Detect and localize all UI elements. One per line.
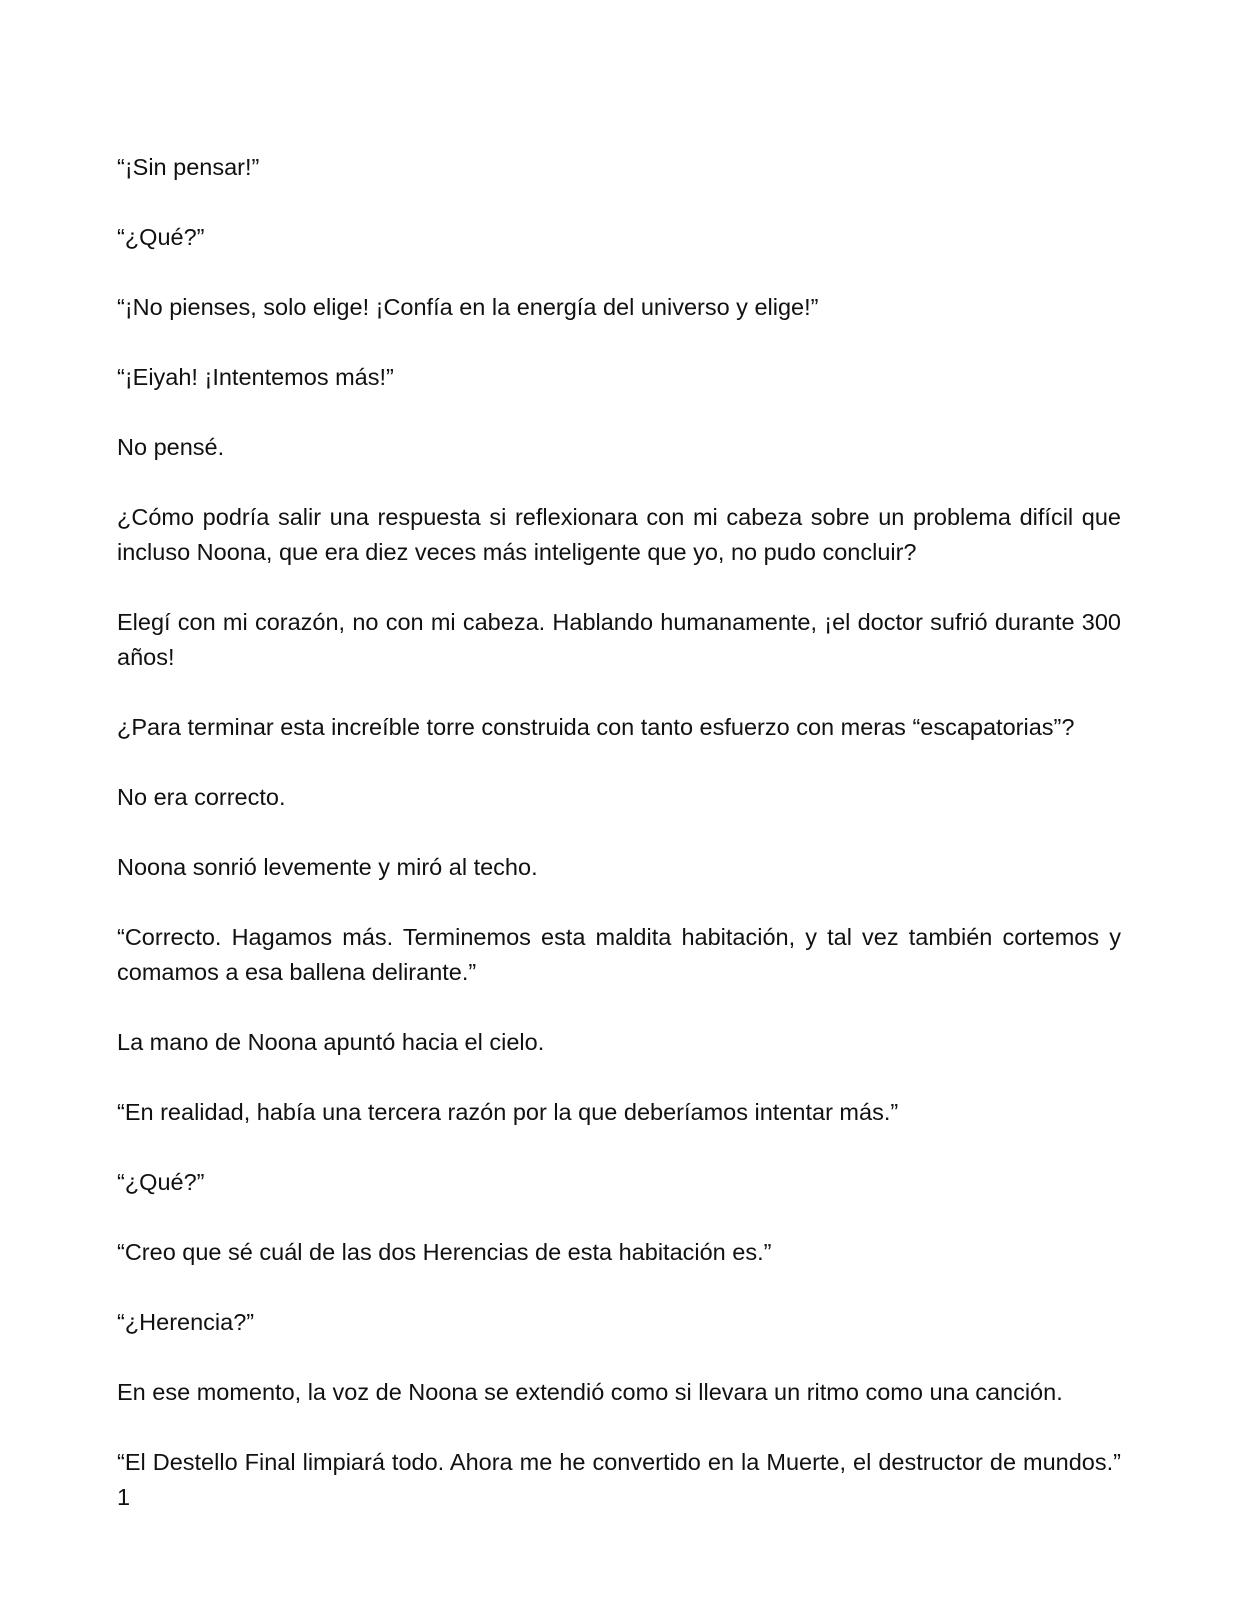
paragraph: “En realidad, había una tercera razón por la que deberíamos intentar más.” <box>117 1099 899 1125</box>
paragraph: “El Destello Final limpiará todo. Ahora me he convertido en la Muerte, el destructor de mundos.” 1 <box>117 1449 1121 1510</box>
paragraph: Elegí con mi corazón, no con mi cabeza. Hablando humanamente, ¡el doctor sufrió durante 300 años! <box>117 609 1121 670</box>
paragraph: En ese momento, la voz de Noona se extendió como si llevara un ritmo como una canción. <box>117 1379 1063 1405</box>
paragraph: “Correcto. Hagamos más. Terminemos esta maldita habitación, y tal vez también cortemos y comamos a esa ballena delirante.” <box>117 924 1121 985</box>
paragraph: “¿Qué?” <box>117 224 205 250</box>
paragraph: La mano de Noona apuntó hacia el cielo. <box>117 1029 545 1055</box>
paragraph: “Creo que sé cuál de las dos Herencias de esta habitación es.” <box>117 1239 772 1265</box>
paragraph: “¿Qué?” <box>117 1169 205 1195</box>
document-page <box>117 150 1121 1515</box>
paragraph: “¡No pienses, solo elige! ¡Confía en la energía del universo y elige!” <box>117 294 819 320</box>
paragraph: Noona sonrió levemente y miró al techo. <box>117 854 538 880</box>
paragraph: “¡Eiyah! ¡Intentemos más!” <box>117 364 394 390</box>
paragraph: “¿Herencia?” <box>117 1309 255 1335</box>
paragraph: “¡Sin pensar!” <box>117 154 260 180</box>
paragraph: ¿Para terminar esta increíble torre construida con tanto esfuerzo con meras “escapatorias”? <box>117 714 1075 740</box>
paragraph: ¿Cómo podría salir una respuesta si reflexionara con mi cabeza sobre un problema difícil que incluso Noona, que era diez veces más inteligente que yo, no pudo concluir? <box>117 504 1121 565</box>
paragraph: No era correcto. <box>117 784 286 810</box>
paragraph: No pensé. <box>117 434 225 460</box>
